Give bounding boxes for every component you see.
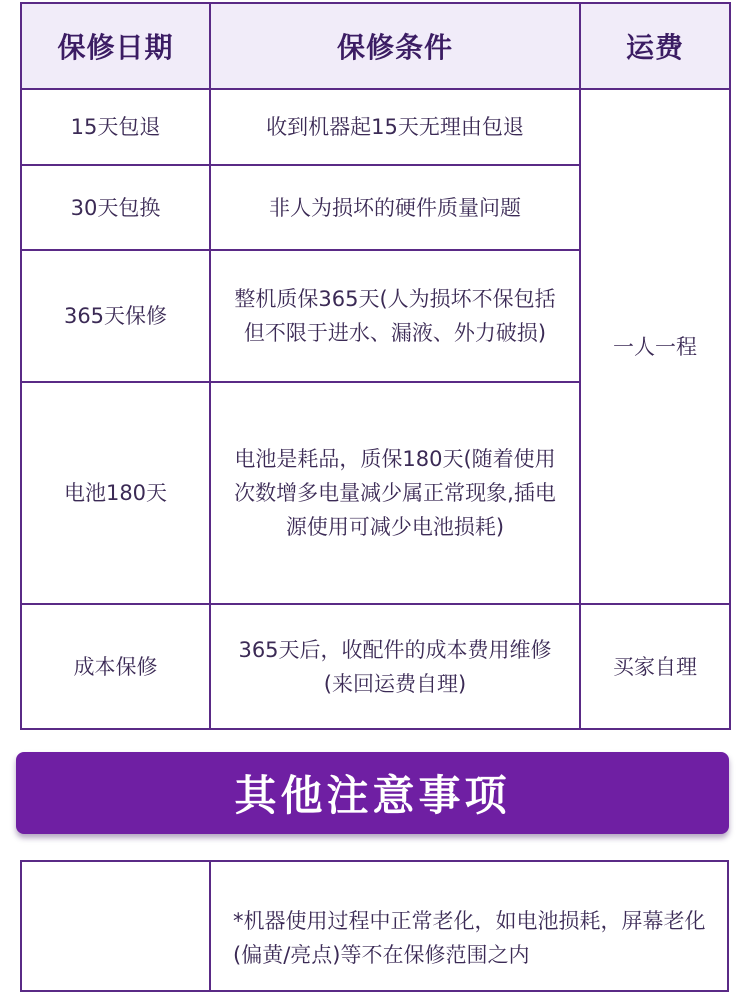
notes-item: *机器使用过程中正常老化，如电池损耗，屏幕老化(偏黄/亮点)等不在保修范围之内 [210,861,728,991]
row-condition: 非人为损坏的硬件质量问题 [210,165,580,250]
table-row [21,89,730,165]
table-header-row [21,3,730,89]
header-warranty-date: 保修日期 [21,3,210,89]
notes-title: 其他注意事项 [234,771,511,820]
warranty-table [20,2,731,730]
table-row [21,861,728,991]
row-condition: 365天后，收配件的成本费用维修(来回运费自理) [210,604,580,729]
shipping-merged-cell: 一人一程 [580,89,730,604]
shipping-last-cell: 买家自理 [580,604,730,729]
row-condition: 收到机器起15天无理由包退 [210,89,580,165]
header-shipping: 运费 [580,3,730,89]
notes-banner [16,752,729,834]
row-date: 15天包退 [21,89,210,165]
row-condition: 整机质保365天(人为损坏不保包括但不限于进水、漏液、外力破损) [210,250,580,382]
table-row [21,604,730,729]
row-date: 成本保修 [21,604,210,729]
notes-table [20,860,729,992]
header-warranty-condition: 保修条件 [210,3,580,89]
row-date: 30天包换 [21,165,210,250]
row-condition: 电池是耗品，质保180天(随着使用次数增多电量减少属正常现象,插电源使用可减少电池损耗) [210,382,580,604]
row-date: 电池180天 [21,382,210,604]
row-date: 365天保修 [21,250,210,382]
notes-label-cell [21,861,210,991]
